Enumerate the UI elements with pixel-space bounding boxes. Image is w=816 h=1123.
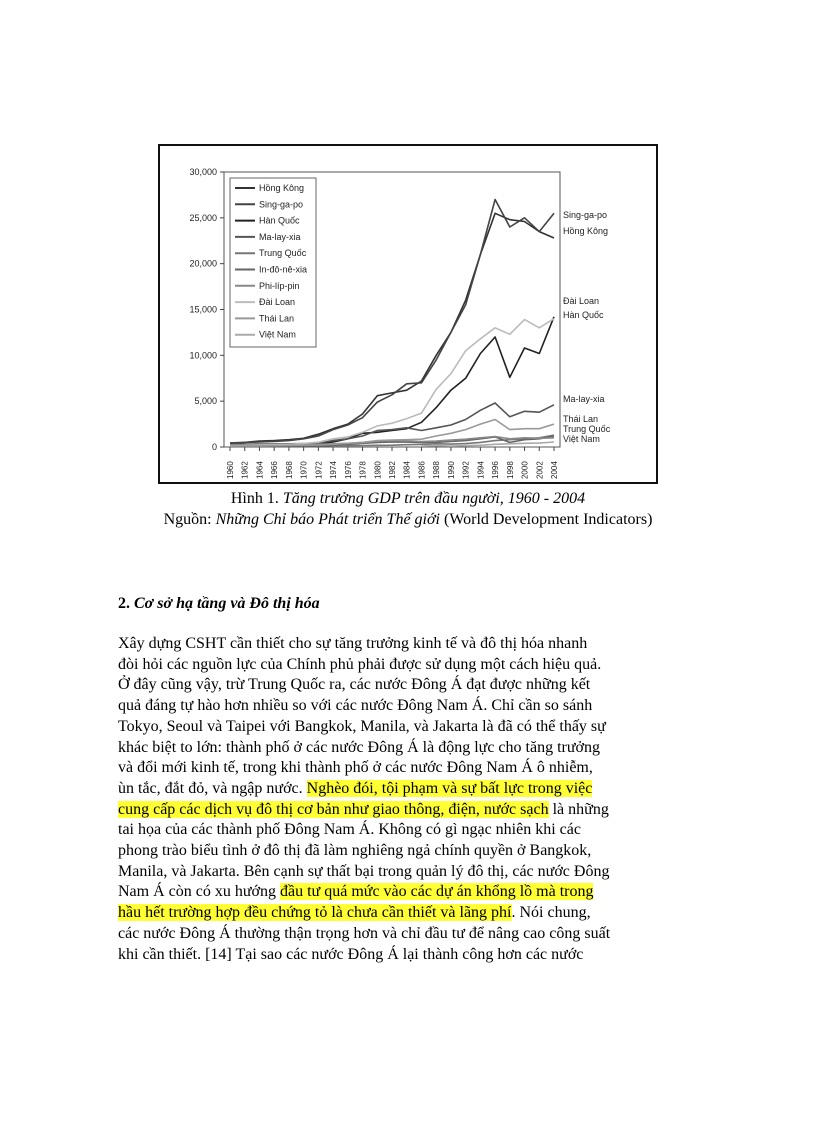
figure-caption	[0, 489, 816, 509]
y-tick-label: 20,000	[189, 258, 217, 269]
text-run: Nam Á còn có xu hướng	[118, 883, 280, 901]
source-title: Những Chỉ báo Phát triển Thế giới	[215, 511, 440, 528]
y-tick-label: 10,000	[189, 350, 217, 361]
legend-label: Đài Loan	[259, 297, 296, 308]
legend-label: Trung Quốc	[259, 248, 307, 259]
caption-label: Hình 1.	[230, 490, 279, 507]
text-line: các nước Đông Á thường thận trọng hơn và chỉ đầu tư để nâng cao công suất	[118, 924, 611, 942]
text-line	[118, 903, 718, 924]
legend-label: Sing-ga-po	[259, 199, 304, 210]
x-tick-label: 1962	[240, 461, 250, 479]
x-tick-label: 2002	[535, 461, 545, 479]
y-tick-label: 25,000	[189, 212, 217, 223]
text-line	[118, 882, 718, 903]
x-tick-label: 1974	[329, 461, 339, 479]
source-label: Nguồn:	[163, 511, 212, 528]
legend-label: Hồng Kông	[259, 183, 305, 193]
highlighted-text: cung cấp các dịch vụ đô thị cơ bản như giao thông, điện, nước sạch	[118, 800, 549, 818]
text-line: khi cần thiết. [14] Tại sao các nước Đông Á lại thành công hơn các nước	[118, 945, 584, 963]
x-tick-label: 1982	[388, 461, 397, 479]
gdp-line-chart	[160, 146, 656, 482]
x-tick-label: 1986	[417, 461, 427, 479]
text-line: đòi hỏi các nguồn lực của Chính phủ phải được sử dụng một cách hiệu quả.	[118, 655, 602, 673]
end-label: Đài Loan	[563, 296, 600, 306]
text-line	[118, 800, 718, 821]
gdp-chart	[158, 144, 658, 484]
x-tick-label: 1998	[505, 461, 515, 479]
x-tick-label: 1992	[461, 461, 471, 479]
body-paragraph	[118, 634, 718, 965]
x-tick-label: 1988	[432, 461, 442, 479]
x-tick-label: 1970	[299, 461, 309, 479]
caption-title: Tăng trưởng GDP trên đầu người, 1960 - 2004	[282, 490, 586, 507]
x-tick-label: 2004	[550, 461, 559, 479]
text-line: Tokyo, Seoul và Taipei với Bangkok, Manila, và Jakarta là đã có thể thấy sự	[118, 717, 606, 735]
text-line: Ở đây cũng vậy, trừ Trung Quốc ra, các nước Đông Á đạt được những kết	[118, 676, 591, 694]
text-run: ùn tắc, đắt đỏ, và ngập nước.	[118, 779, 307, 797]
y-tick-label: 5,000	[194, 396, 217, 407]
y-tick-label: 0	[211, 442, 217, 452]
x-tick-label: 1978	[358, 461, 368, 479]
x-tick-label: 1980	[373, 461, 383, 479]
text-line	[118, 779, 718, 800]
text-line: khác biệt to lớn: thành phố ở các nước Đông Á là động lực cho tăng trưởng	[118, 738, 600, 756]
x-tick-label: 1996	[491, 461, 501, 479]
legend-label: In-đô-nê-xia	[259, 264, 308, 275]
y-tick-label: 15,000	[189, 304, 217, 315]
end-label: Ma-lay-xia	[563, 394, 605, 404]
x-tick-label: 1964	[255, 461, 265, 479]
x-tick-label: 1960	[226, 461, 235, 479]
figure-source	[0, 510, 816, 530]
highlighted-text: Nghèo đói, tội phạm và sự bất lực trong việc	[306, 779, 593, 797]
x-tick-label: 1968	[284, 461, 294, 479]
text-line: Xây dựng CSHT cần thiết cho sự tăng trưởng kinh tế và đô thị hóa nhanh	[118, 635, 588, 652]
x-tick-label: 1972	[314, 461, 324, 479]
x-tick-label: 1994	[476, 461, 486, 479]
section-number: 2.	[118, 595, 130, 612]
legend-label: Thái Lan	[259, 313, 295, 324]
end-label: Việt Nam	[563, 434, 600, 444]
legend-label: Ma-lay-xia	[259, 231, 301, 242]
text-line: và đổi mới kinh tế, trong khi thành phố ở các nước Đông Nam Á ô nhiễm,	[118, 759, 593, 777]
text-line: tai họa của các thành phố Đông Nam Á. Không có gì ngạc nhiên khi các	[118, 821, 581, 839]
end-label: Trung Quốc	[563, 424, 611, 434]
x-tick-label: 2000	[520, 461, 530, 479]
text-line: quả đáng tự hào hơn nhiều so với các nước Đông Nam Á. Chỉ cần so sánh	[118, 697, 593, 715]
x-tick-label: 1966	[270, 461, 280, 479]
legend-label: Hàn Quốc	[259, 215, 300, 226]
end-label: Sing-ga-po	[563, 210, 608, 220]
end-label: Hàn Quốc	[563, 310, 604, 320]
highlighted-text: đầu tư quá mức vào các dự án khổng lồ mà trong	[280, 883, 594, 901]
text-run: là những	[548, 800, 609, 818]
text-run: . Nói chung,	[511, 904, 591, 922]
source-extra: (World Development Indicators)	[443, 511, 653, 528]
end-label: Thái Lan	[563, 414, 599, 424]
highlighted-text: hầu hết trường hợp đều chứng tỏ là chưa cần thiết và lãng phí	[118, 904, 512, 922]
section-title: Cơ sở hạ tầng và Đô thị hóa	[134, 595, 320, 612]
legend-label: Việt Nam	[259, 329, 296, 340]
text-line: phong trào biểu tình ở đô thị đã làm nghiêng ngả chính quyền ở Bangkok,	[118, 842, 592, 860]
section-heading	[118, 595, 320, 613]
legend-label: Phi-líp-pin	[259, 280, 300, 291]
x-tick-label: 1984	[402, 461, 412, 479]
x-tick-label: 1976	[343, 461, 353, 479]
end-label: Hồng Kông	[563, 226, 609, 236]
x-tick-label: 1990	[446, 461, 456, 479]
y-tick-label: 30,000	[189, 167, 217, 177]
text-line: Manila, và Jakarta. Bên cạnh sự thất bại trong quản lý đô thị, các nước Đông	[118, 862, 610, 880]
